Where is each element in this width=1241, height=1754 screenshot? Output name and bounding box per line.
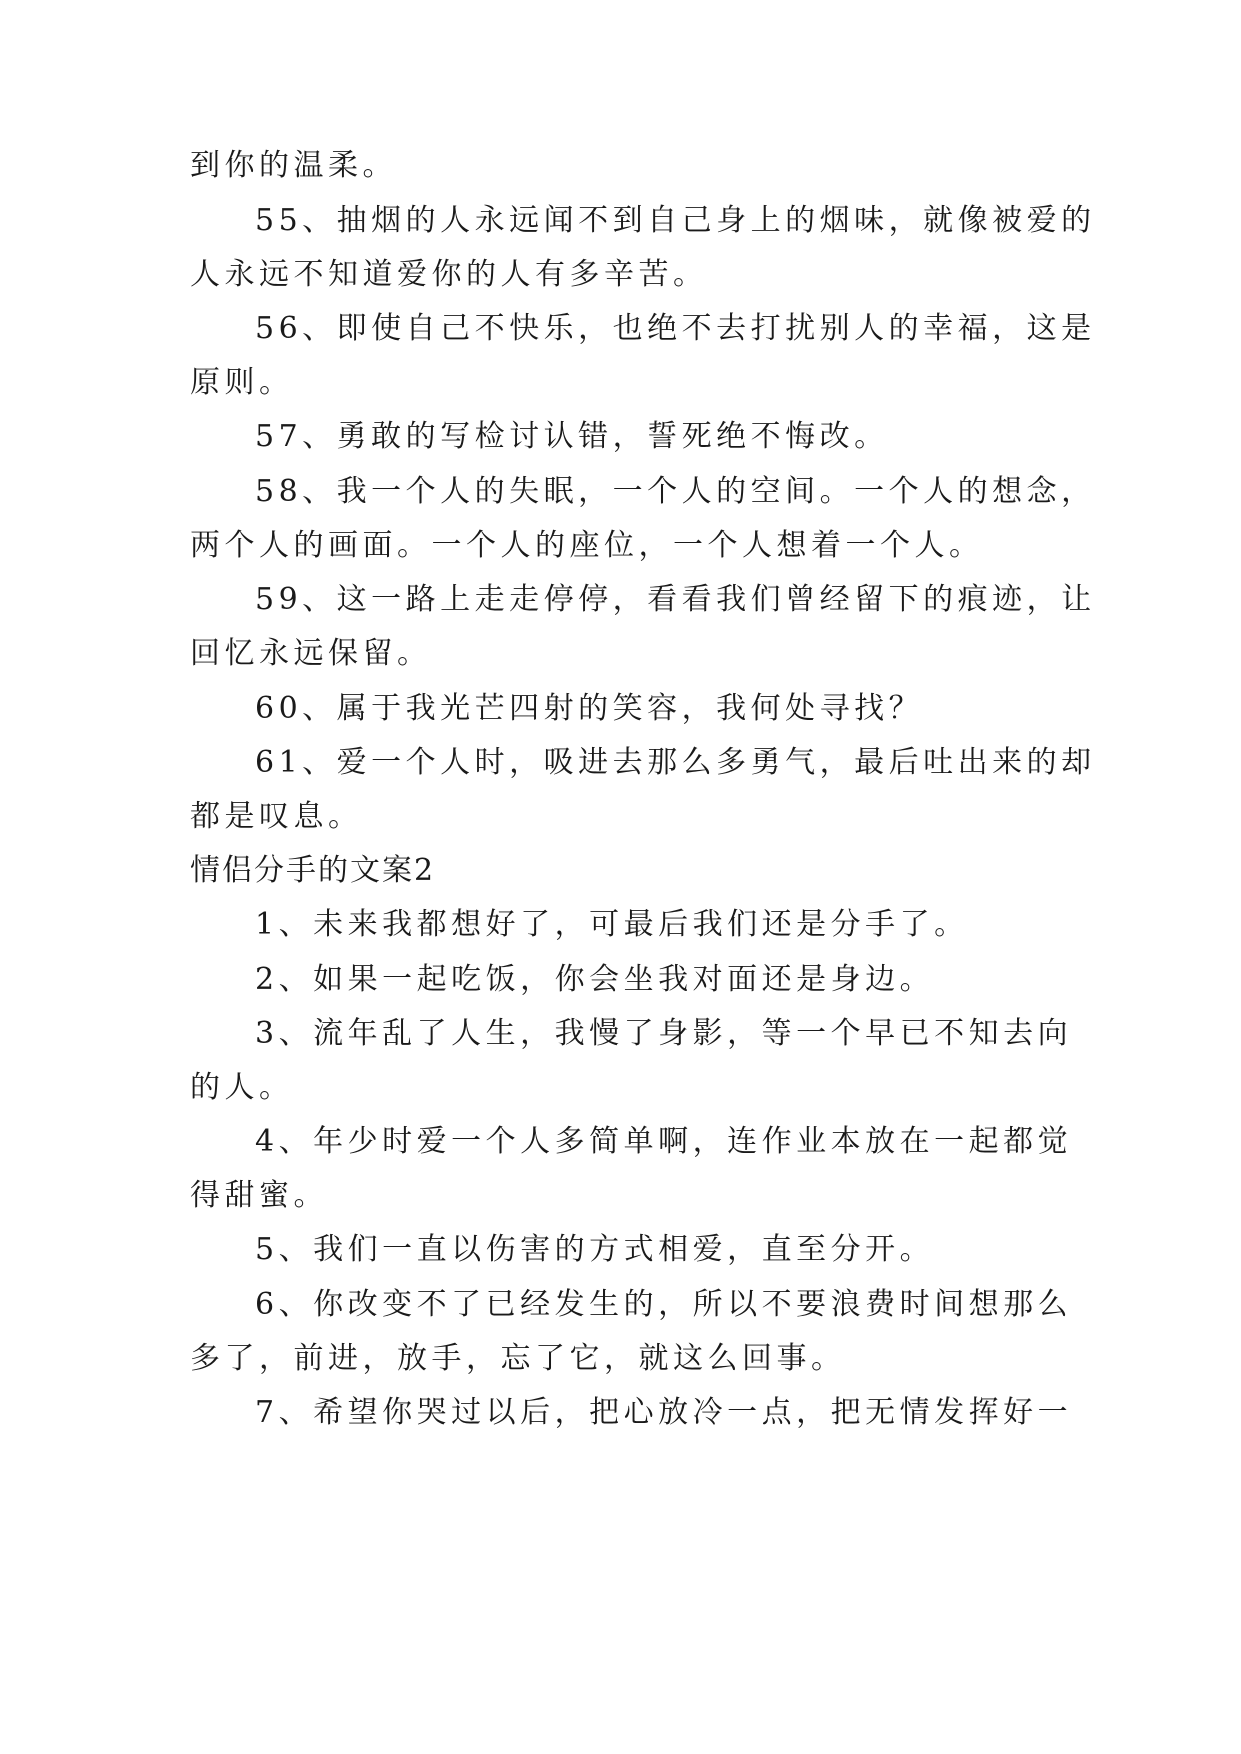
text-line: 57、勇敢的写检讨认错，誓死绝不悔改。 bbox=[255, 419, 889, 454]
text-line: 得甜蜜。 bbox=[190, 1178, 328, 1213]
text-line: 7、希望你哭过以后，把心放冷一点，把无情发挥好一 bbox=[255, 1395, 1073, 1430]
text-line: 59、这一路上走走停停，看看我们曾经留下的痕迹，让 bbox=[255, 582, 1096, 617]
text-line: 到你的温柔。 bbox=[190, 148, 397, 183]
text-line: 55、抽烟的人永远闻不到自己身上的烟味，就像被爱的 bbox=[255, 203, 1096, 238]
text-line: 回忆永远保留。 bbox=[190, 636, 432, 671]
text-line: 3、流年乱了人生，我慢了身影，等一个早已不知去向 bbox=[255, 1016, 1073, 1051]
text-line: 5、我们一直以伤害的方式相爱，直至分开。 bbox=[255, 1232, 935, 1267]
text-line: 1、未来我都想好了，可最后我们还是分手了。 bbox=[255, 907, 969, 942]
text-line: 60、属于我光芒四射的笑容，我何处寻找？ bbox=[255, 691, 924, 726]
section-heading: 情侣分手的文案2 bbox=[190, 853, 436, 888]
text-line: 2、如果一起吃饭，你会坐我对面还是身边。 bbox=[255, 962, 935, 997]
text-line: 61、爱一个人时，吸进去那么多勇气，最后吐出来的却 bbox=[255, 745, 1096, 780]
text-line: 多了，前进，放手，忘了它，就这么回事。 bbox=[190, 1341, 846, 1376]
text-line: 原则。 bbox=[190, 365, 294, 400]
text-line: 58、我一个人的失眠，一个人的空间。一个人的想念， bbox=[255, 474, 1096, 509]
text-line: 的人。 bbox=[190, 1070, 294, 1105]
text-line: 两个人的画面。一个人的座位，一个人想着一个人。 bbox=[190, 528, 984, 563]
text-line: 6、你改变不了已经发生的，所以不要浪费时间想那么 bbox=[255, 1287, 1073, 1322]
text-line: 人永远不知道爱你的人有多辛苦。 bbox=[190, 257, 708, 292]
text-line: 56、即使自己不快乐，也绝不去打扰别人的幸福，这是 bbox=[255, 311, 1096, 346]
text-line: 4、年少时爱一个人多简单啊，连作业本放在一起都觉 bbox=[255, 1124, 1073, 1159]
text-line: 都是叹息。 bbox=[190, 799, 363, 834]
